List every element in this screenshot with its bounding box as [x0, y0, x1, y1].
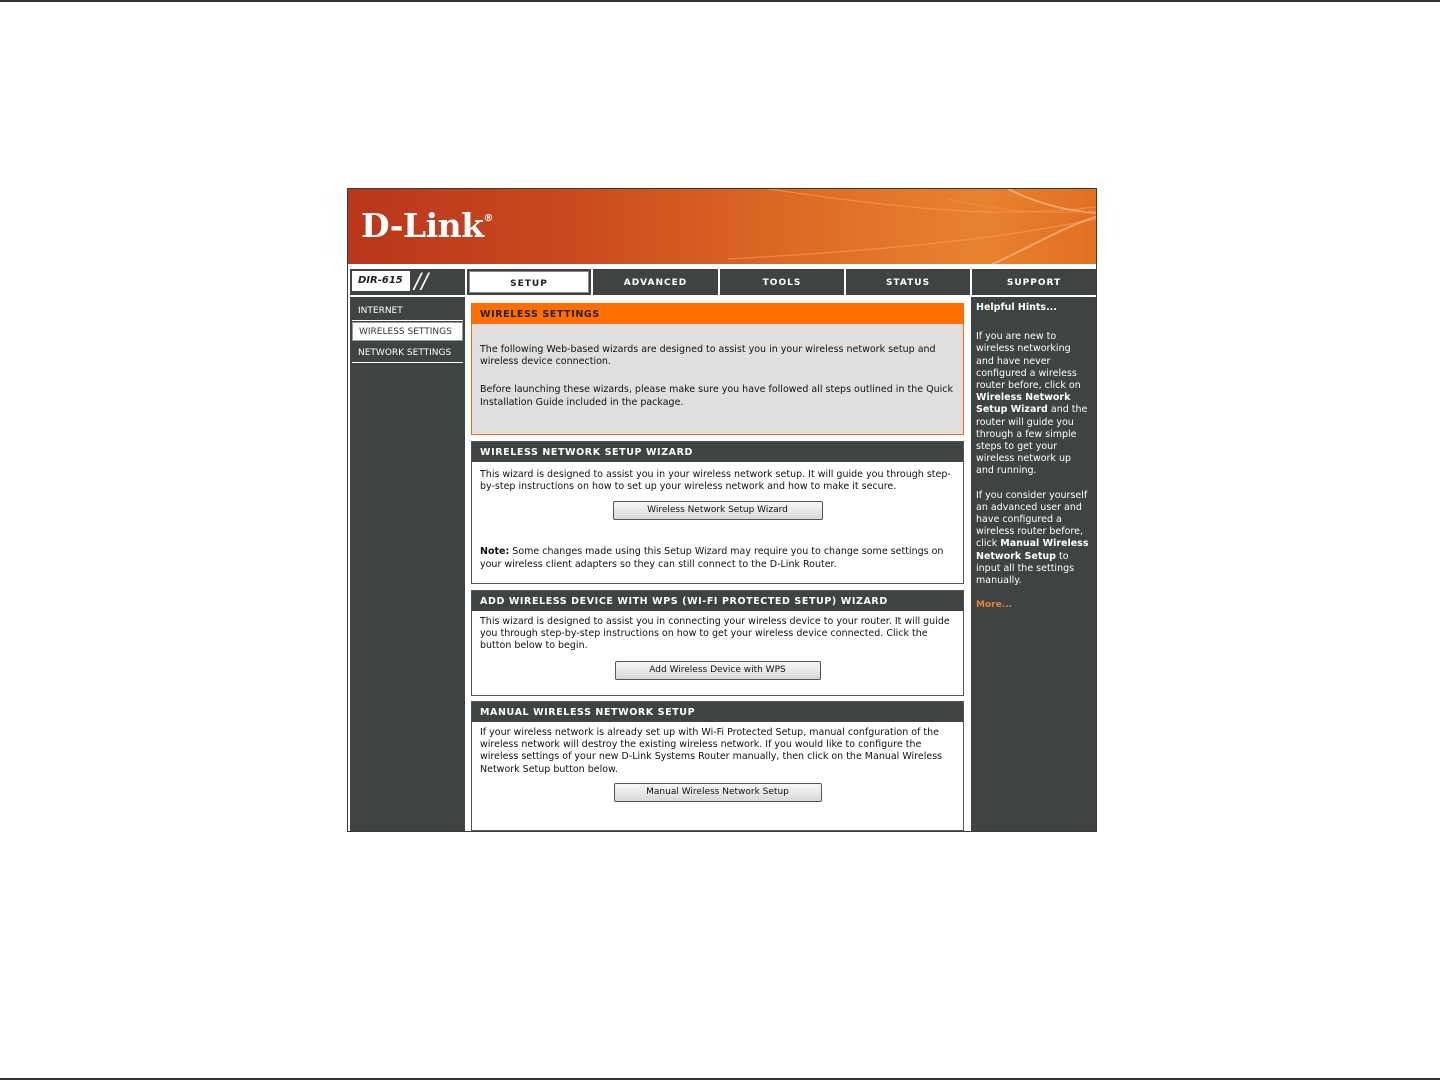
model-badge — [350, 269, 465, 295]
setup-wizard-note: Note: Some changes made using this Setup Wizard may require you to change some settings on your wireless client adapters so they can still connect to the D-Link Router. — [480, 546, 944, 570]
router-admin-frame — [347, 188, 1097, 832]
manual-setup-description: If your wireless network is already set up with Wi-Fi Protected Setup, manual confguration of the wireless network will destroy the existing wireless network. If you would like to configure the wireless settings of your new D-Link Systems Router manually, then click on the Manual Wireless Network Setup button below. — [480, 727, 943, 775]
wps-wizard-description: This wizard is designed to assist you in connecting your wireless device to your router. It will guide you through step-by-step instructions on how to get your wireless device connected. Click the button below to begin. — [480, 616, 950, 652]
page-bottom-rule — [0, 1078, 1440, 1080]
add-wireless-device-wps-button[interactable]: Add Wireless Device with WPS — [615, 661, 821, 680]
setup-wizard-panel — [471, 441, 964, 584]
tab-support[interactable]: SUPPORT — [972, 269, 1096, 295]
tab-tools[interactable]: TOOLS — [720, 269, 844, 295]
dlink-logo: D-Link® — [361, 206, 494, 245]
sidebar-item-network-settings[interactable]: NETWORK SETTINGS — [352, 344, 463, 363]
tab-setup[interactable]: SETUP — [467, 269, 591, 295]
hints-title: Helpful Hints... — [976, 302, 1057, 313]
instructions-text: Before launching these wizards, please make sure you have followed all steps outlined in the Quick Installation Guide included in the package. — [480, 384, 953, 408]
panel-title: WIRELESS NETWORK SETUP WIZARD — [472, 442, 963, 462]
header-banner — [348, 189, 1096, 266]
sidebar — [350, 297, 465, 831]
sidebar-item-wireless-settings[interactable]: WIRELESS SETTINGS — [352, 322, 463, 341]
hint-advanced-user: If you consider yourself an advanced user and have configured a wireless router before, click Manual Wireless Network Setup to input all the settings manually. — [976, 489, 1089, 587]
more-hints-link[interactable]: More... — [976, 600, 1012, 611]
panel-title: MANUAL WIRELESS NETWORK SETUP — [472, 702, 963, 722]
panel-title: WIRELESS SETTINGS — [472, 304, 963, 324]
model-name: DIR-615 — [352, 271, 410, 291]
intro-text: The following Web-based wizards are designed to assist you in your wireless network setup and wireless device connection. — [480, 344, 936, 368]
helpful-hints-panel — [971, 297, 1096, 831]
tab-advanced[interactable]: ADVANCED — [593, 269, 718, 295]
page-top-rule — [0, 0, 1440, 2]
setup-wizard-description: This wizard is designed to assist you in your wireless network setup. It will guide you through step-by-step instructions on how to set up your wireless network and how to make it secure. — [480, 469, 951, 493]
sidebar-item-internet[interactable]: INTERNET — [352, 302, 463, 321]
wireless-setup-wizard-button[interactable]: Wireless Network Setup Wizard — [613, 501, 823, 520]
manual-wireless-setup-button[interactable]: Manual Wireless Network Setup — [614, 783, 822, 802]
hint-new-user: If you are new to wireless networking and have never configured a wireless router before, click on Wireless Network Setup Wizard and the router will guide you through a few simple steps to get your wireless network up and running. — [976, 331, 1088, 477]
tab-status[interactable]: STATUS — [846, 269, 970, 295]
panel-title: ADD WIRELESS DEVICE WITH WPS (WI-FI PROTECTED SETUP) WIZARD — [472, 591, 963, 611]
manual-setup-panel — [471, 701, 964, 831]
model-slashes: // — [414, 269, 429, 293]
wps-wizard-panel — [471, 590, 964, 696]
wireless-settings-panel — [471, 303, 964, 435]
top-navigation — [348, 269, 1096, 295]
